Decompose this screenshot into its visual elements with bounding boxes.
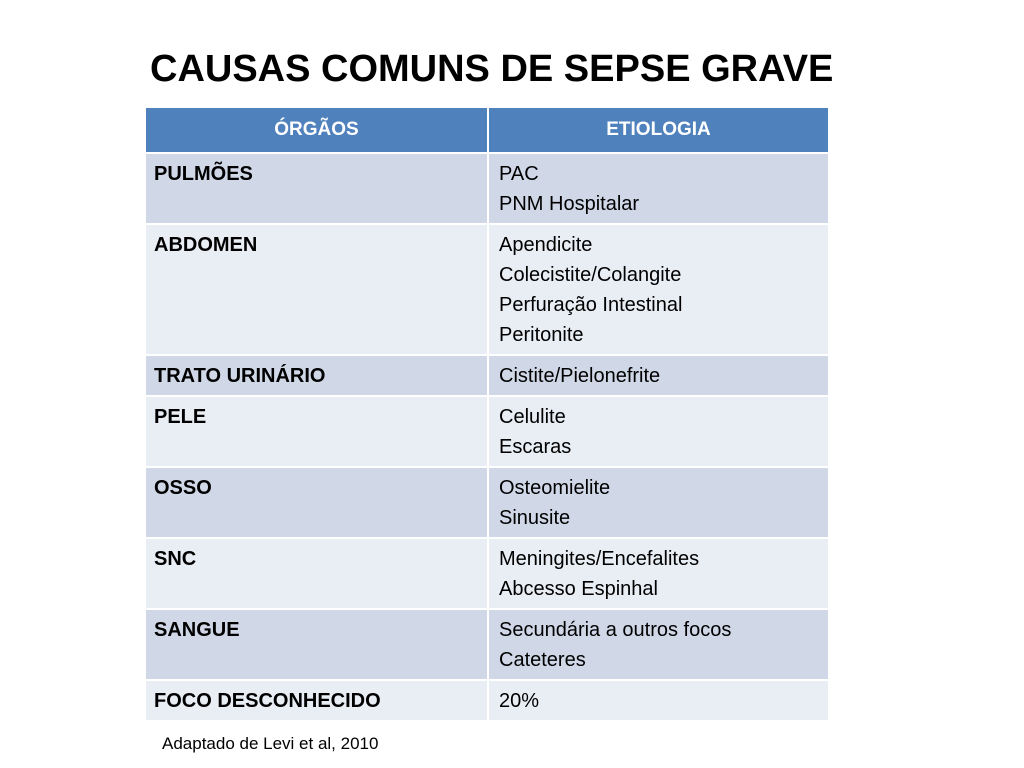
- organ-cell: PELE: [146, 396, 488, 467]
- source-footnote: Adaptado de Levi et al, 2010: [162, 734, 379, 753]
- etiology-item: Sinusite: [499, 507, 571, 529]
- organ-cell: PULMÕES: [146, 153, 488, 224]
- etiology-item: Secundária a outros focos: [499, 619, 732, 641]
- etiology-item: Cistite/Pielonefrite: [499, 365, 661, 387]
- etiology-item: Cateteres: [499, 649, 586, 671]
- organ-cell: TRATO URINÁRIO: [146, 355, 488, 396]
- organ-cell: FOCO DESCONHECIDO: [146, 680, 488, 721]
- table-row: [146, 609, 828, 680]
- organ-cell: OSSO: [146, 467, 488, 538]
- etiology-cell: [488, 224, 828, 355]
- etiology-cell: [488, 609, 828, 680]
- etiology-cell: [488, 153, 828, 224]
- sepsis-causes-table: [146, 108, 828, 722]
- etiology-item: Abcesso Espinhal: [499, 578, 658, 600]
- etiology-cell: [488, 396, 828, 467]
- etiology-cell: [488, 680, 828, 721]
- table-row: [146, 396, 828, 467]
- etiology-item: PAC: [499, 163, 539, 185]
- etiology-item: Escaras: [499, 436, 572, 458]
- etiology-item: Colecistite/Colangite: [499, 264, 682, 286]
- etiology-item: Peritonite: [499, 324, 584, 346]
- etiology-item: Celulite: [499, 406, 566, 428]
- table-row: [146, 355, 828, 396]
- organ-cell: ABDOMEN: [146, 224, 488, 355]
- etiology-item: Perfuração Intestinal: [499, 294, 683, 316]
- etiology-item: 20%: [499, 690, 540, 712]
- table-row: [146, 538, 828, 609]
- table-header-row: [146, 108, 828, 153]
- table-row: [146, 467, 828, 538]
- table-row: [146, 680, 828, 721]
- slide-title: CAUSAS COMUNS DE SEPSE GRAVE: [150, 48, 834, 90]
- etiology-cell: [488, 467, 828, 538]
- etiology-cell: [488, 355, 828, 396]
- table-row: [146, 224, 828, 355]
- organ-cell: SNC: [146, 538, 488, 609]
- header-etiology: ETIOLOGIA: [488, 108, 828, 153]
- organ-cell: SANGUE: [146, 609, 488, 680]
- etiology-item: Apendicite: [499, 234, 593, 256]
- etiology-item: PNM Hospitalar: [499, 193, 640, 215]
- etiology-cell: [488, 538, 828, 609]
- header-organs: ÓRGÃOS: [146, 108, 488, 153]
- etiology-item: Meningites/Encefalites: [499, 548, 700, 570]
- etiology-item: Osteomielite: [499, 477, 611, 499]
- table-row: [146, 153, 828, 224]
